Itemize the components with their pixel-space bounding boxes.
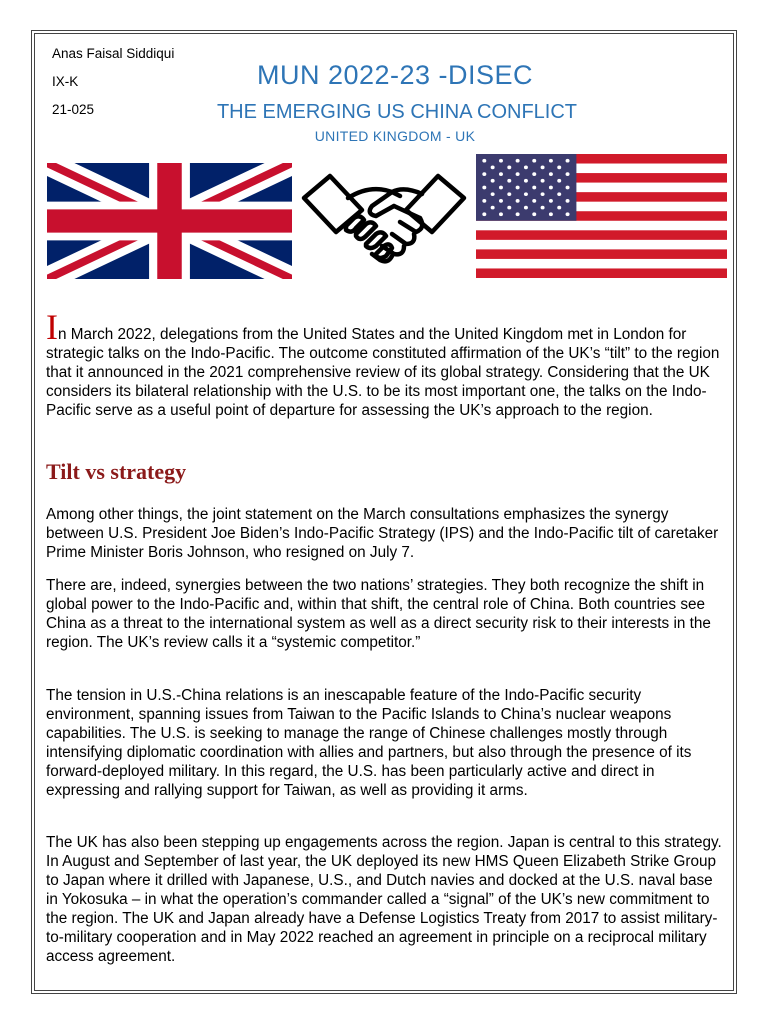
paragraph-intro-text: n March 2022, delegations from the United States and the United Kingdom met in London for strategic talks on the Indo-Pacific. The outcome constituted affirmation of the UK’s “tilt” to the region that it announced in the 2021 comprehensive review of its global strategy. Considering that the UK considers its bilateral relationship with the U.S. to be its most important one, the talks on the Indo-Pacific serve as a useful point of departure for assessing the UK’s approach to the region. bbox=[46, 326, 720, 419]
paragraph-joint-statement bbox=[46, 505, 726, 562]
country-label: UNITED KINGDOM - UK bbox=[314, 128, 476, 144]
paragraph-synergies bbox=[46, 576, 726, 652]
paragraph-uk-engagement-text: The UK has also been stepping up engagements across the region. Japan is central to this strategy. In August and September of last year, the UK deployed its new HMS Queen Elizabeth Strike Group to Japan where it drilled with Japanese, U.S., and Dutch navies and docked at the U.S. naval base in Yokosuka – in what the operation’s commander called a “signal” of the UK’s new commitment to the region. The UK and Japan already have a Defense Logistics Treaty from 2017 to assist military-to-military cooperation and in May 2022 reached an agreement in principle on a reciprocal military access agreement. bbox=[46, 834, 722, 965]
paragraph-uk-engagement bbox=[46, 833, 726, 966]
student-class: IX-K bbox=[52, 74, 79, 89]
uk-flag bbox=[47, 163, 292, 279]
page-title: MUN 2022-23 -DISEC bbox=[256, 60, 534, 90]
drop-cap: I bbox=[46, 307, 58, 347]
handshake-icon bbox=[300, 170, 468, 270]
us-flag bbox=[476, 154, 727, 278]
student-roll: 21-025 bbox=[52, 102, 95, 117]
student-name: Anas Faisal Siddiqui bbox=[52, 46, 175, 61]
section-heading: Tilt vs strategy bbox=[46, 459, 187, 484]
paragraph-synergies-text: There are, indeed, synergies between the two nations’ strategies. They both recognize the shift in global power to the Indo-Pacific and, within that shift, the central role of China. Both countries see China as a threat to the international system as well as a direct security risk to their interests in the region. The UK’s review calls it a “systemic competitor.” bbox=[46, 577, 711, 651]
paragraph-intro bbox=[46, 307, 726, 420]
page-subtitle: THE EMERGING US CHINA CONFLICT bbox=[216, 101, 577, 123]
paragraph-us-china-tension-text: The tension in U.S.-China relations is an inescapable feature of the Indo-Pacific security environment, spanning issues from Taiwan to the Pacific Islands to China’s nuclear weapons capabilities. The U.S. is seeking to manage the range of Chinese challenges mostly through intensifying diplomatic coordination with allies and partners, but also through the presence of its forward-deployed military. In this regard, the U.S. has been particularly active and direct in expressing and rallying support for Taiwan, as well as providing it arms. bbox=[46, 687, 692, 799]
paragraph-us-china-tension bbox=[46, 686, 726, 800]
paragraph-joint-statement-text: Among other things, the joint statement on the March consultations emphasizes the synergy between U.S. President Joe Biden’s Indo-Pacific Strategy (IPS) and the Indo-Pacific tilt of caretaker Prime Minister Boris Johnson, who resigned on July 7. bbox=[46, 506, 719, 561]
